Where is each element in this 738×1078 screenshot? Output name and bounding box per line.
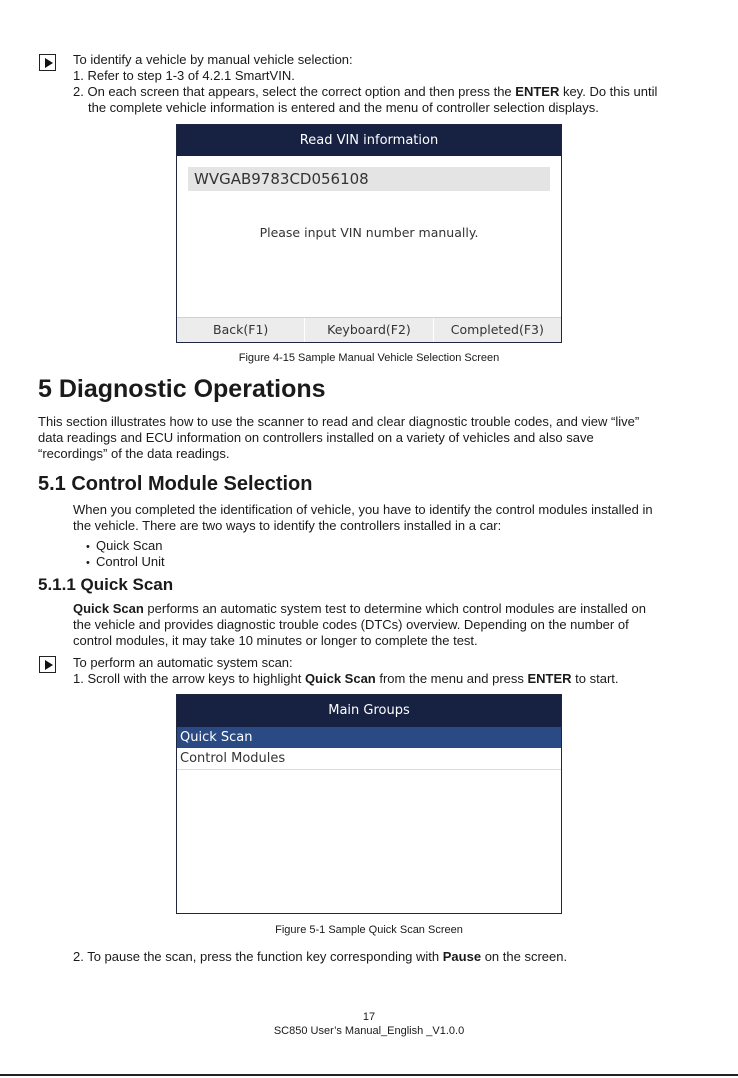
menu-item-control-modules[interactable]: Control Modules: [177, 748, 561, 770]
page-number: 17: [362, 1011, 376, 1023]
section-5-1-1-line1-text: performs an automatic system test to determine which control modules are installed on: [143, 601, 646, 616]
menu-item-quick-scan[interactable]: Quick Scan: [177, 727, 561, 748]
pause-term: Pause: [442, 949, 482, 964]
section-5-1-line2: the vehicle. There are two ways to identify the controllers installed in a car:: [73, 518, 502, 533]
bottom-rule: [0, 1074, 738, 1076]
procedure-step1-mid: from the menu and press: [375, 671, 528, 686]
intro-step1: 1. Refer to step 1-3 of 4.2.1 SmartVIN.: [73, 68, 295, 83]
main-groups-title: Main Groups: [177, 695, 561, 727]
vin-screen: [176, 124, 562, 343]
keyboard-button[interactable]: Keyboard(F2): [304, 318, 432, 342]
intro-step2-continued: the complete vehicle information is entered and the menu of controller selection displays.: [88, 100, 599, 115]
section-5-title: 5 Diagnostic Operations: [38, 375, 326, 403]
vin-field[interactable]: WVGAB9783CD056108: [188, 167, 550, 191]
section-5-line3: “recordings” of the data readings.: [38, 446, 230, 461]
vin-message: Please input VIN number manually.: [259, 225, 479, 240]
completed-button[interactable]: Completed(F3): [433, 318, 561, 342]
bullet-control-unit: [86, 554, 165, 571]
section-5-1-1-line2: the vehicle and provides diagnostic trouble codes (DTCs) overview. Depending on the number of: [73, 617, 629, 632]
procedure-arrow-icon: [39, 54, 56, 71]
bullet-quick-scan-text: Quick Scan: [96, 538, 163, 553]
section-5-line1: This section illustrates how to use the scanner to read and clear diagnostic trouble codes, and view “live”: [38, 414, 640, 429]
procedure-step1-text: 1. Scroll with the arrow keys to highlight: [73, 671, 305, 686]
function-key-bar: [177, 317, 561, 342]
figure-caption-2: Figure 5-1 Sample Quick Scan Screen: [275, 924, 463, 936]
intro-heading: To identify a vehicle by manual vehicle selection:: [73, 52, 353, 67]
main-groups-screen: [176, 694, 562, 914]
procedure-arrow-icon-2: [39, 656, 56, 673]
intro-step2-tail: key. Do this until: [559, 84, 658, 99]
quick-scan-term: Quick Scan: [73, 601, 144, 616]
procedure-step1: [73, 671, 619, 687]
procedure-step1-key: ENTER: [527, 671, 572, 686]
intro-step2-key: ENTER: [515, 84, 560, 99]
section-5-1-1-line3: control modules, it may take 10 minutes or longer to complete the test.: [73, 633, 478, 648]
section-5-line2: data readings and ECU information on controllers installed on a variety of vehicles and also save: [38, 430, 594, 445]
procedure-heading: To perform an automatic system scan:: [73, 655, 293, 670]
step-2-tail: on the screen.: [481, 949, 568, 964]
step-2: [73, 949, 567, 965]
bullet-quick-scan: [86, 538, 162, 555]
vin-screen-title: Read VIN information: [177, 125, 561, 156]
procedure-step1-term: Quick Scan: [304, 671, 376, 686]
intro-step2-text: 2. On each screen that appears, select the correct option and then press the: [73, 84, 516, 99]
document-title: SC850 User’s Manual_English _V1.0.0: [273, 1025, 465, 1037]
section-5-1-1-title: 5.1.1 Quick Scan: [38, 575, 174, 594]
bullet-control-unit-text: Control Unit: [96, 554, 165, 569]
section-5-1-title: 5.1 Control Module Selection: [38, 473, 313, 495]
back-button[interactable]: Back(F1): [213, 322, 269, 337]
section-5-1-1-line1: [73, 601, 646, 617]
step-2-text: 2. To pause the scan, press the function key corresponding with: [73, 949, 443, 964]
procedure-step1-tail: to start.: [571, 671, 619, 686]
intro-step2: [73, 84, 657, 100]
figure-caption-1: Figure 4-15 Sample Manual Vehicle Selection Screen: [238, 352, 500, 364]
section-5-1-line1: When you completed the identification of vehicle, you have to identify the control modules installed in: [73, 502, 653, 517]
